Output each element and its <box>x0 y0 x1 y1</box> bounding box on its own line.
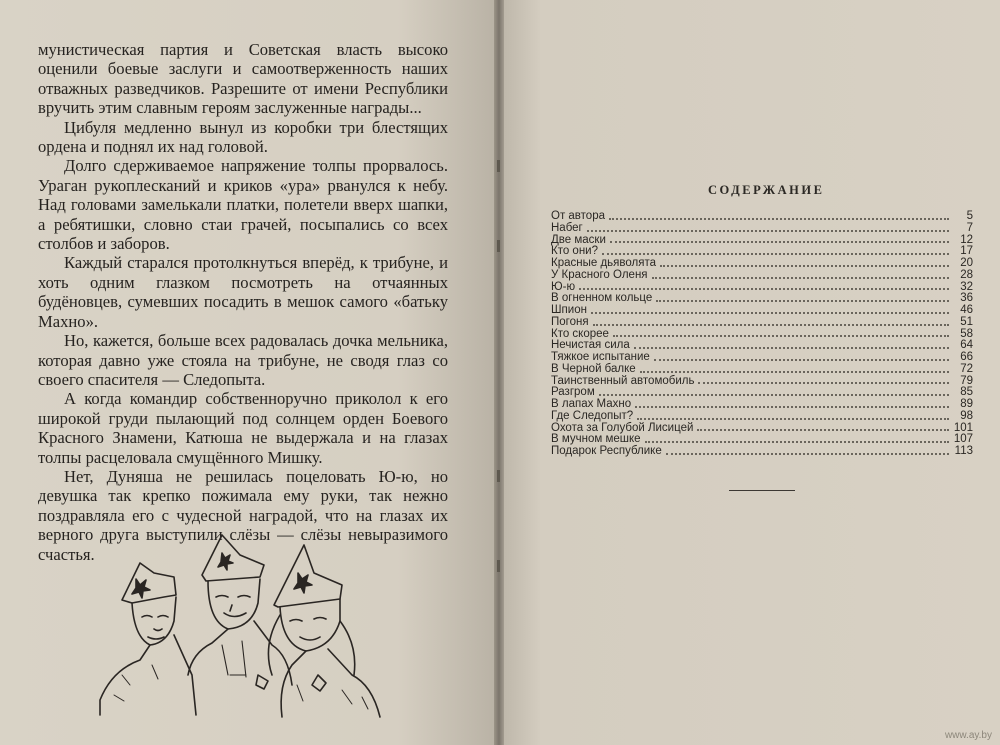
toc-entry-title: Набег <box>551 221 583 234</box>
table-of-contents <box>551 211 973 458</box>
toc-entry-title: Нечистая сила <box>551 339 630 352</box>
toc-entry <box>551 446 973 458</box>
toc-end-rule <box>729 490 795 491</box>
binding-stitch <box>497 470 500 482</box>
toc-page-number: 79 <box>960 374 973 387</box>
watermark: www.ay.by <box>944 730 992 741</box>
toc-entry-title: Таинственный автомобиль <box>551 374 695 387</box>
toc-entry-title: Погоня <box>551 315 589 328</box>
toc-entry-title: От автора <box>551 210 605 222</box>
toc-page-number: 17 <box>960 245 973 258</box>
toc-page-number: 98 <box>960 409 973 422</box>
book-gutter <box>494 0 504 745</box>
toc-page-number: 113 <box>954 445 973 457</box>
story-paragraph: Долго сдерживаемое напряжение толпы прорвалось. Ураган рукоплесканий и криков «ура» рванулся к небу. Над головами замелькали платки, полетели вверх шапки, а ребятишки, словно стаи грачей, посыпались со всех столбов и заборов. <box>38 156 448 254</box>
toc-entry <box>551 376 973 388</box>
toc-page-number: 32 <box>960 280 973 293</box>
toc-entry <box>551 411 973 423</box>
toc-leader-dots <box>652 270 949 279</box>
toc-leader-dots <box>587 223 949 232</box>
toc-page-number: 28 <box>960 268 973 281</box>
toc-leader-dots <box>593 317 949 326</box>
toc-leader-dots <box>602 246 949 255</box>
toc-entry-title: В Черной балке <box>551 362 636 375</box>
toc-entry <box>551 399 973 411</box>
toc-entry-title: Ю-ю <box>551 280 576 293</box>
toc-leader-dots <box>610 235 949 244</box>
toc-leader-dots <box>591 305 949 314</box>
toc-entry <box>551 258 973 270</box>
toc-entry <box>551 352 973 364</box>
budenovtsy-illustration <box>92 525 392 720</box>
toc-page-number: 58 <box>960 327 973 340</box>
toc-entry-title: В мучном мешке <box>551 433 641 446</box>
toc-entry-title: Шпион <box>551 304 587 316</box>
binding-stitch <box>497 160 500 172</box>
toc-page-number: 101 <box>953 421 973 434</box>
story-paragraph: А когда командир собственноручно приколол к его широкой груди пылающий под солнцем орден Боевого Красного Знамени, Катюша не выдержала и на глазах толпы расцеловала смущённого Мишку. <box>38 389 448 467</box>
toc-leader-dots <box>637 411 949 420</box>
toc-leader-dots <box>654 352 949 361</box>
toc-heading: СОДЕРЖАНИЕ <box>708 183 825 197</box>
toc-entry-title: В огненном кольце <box>551 292 653 305</box>
toc-leader-dots <box>613 329 949 338</box>
toc-leader-dots <box>666 446 949 455</box>
toc-entry <box>551 293 973 305</box>
toc-page-number: 66 <box>960 351 973 363</box>
toc-leader-dots <box>698 376 949 385</box>
toc-entry-title: Тяжкое испытание <box>551 351 650 363</box>
toc-entry-title: Охота за Голубой Лисицей <box>551 421 694 434</box>
toc-entry-title: Разгром <box>551 386 595 399</box>
toc-page-number: 46 <box>960 304 973 316</box>
story-paragraph: Нет, Дуняша не решилась поцеловать Ю-ю, но девушка так крепко пожимала ему руки, так нежно поздравляла его с чудесной наградой, что на глазах их верного друга выступили слёзы — слёзы невыразимого счастья. <box>38 466 448 564</box>
toc-entry-title: Где Следопыт? <box>551 409 634 422</box>
toc-page-number: 7 <box>966 221 973 234</box>
toc-entry <box>551 270 973 282</box>
toc-entry <box>551 364 973 376</box>
toc-page-number: 64 <box>960 339 973 352</box>
story-paragraph: Цибуля медленно вынул из коробки три блестящих ордена и поднял их над головой. <box>38 117 448 157</box>
toc-leader-dots <box>635 399 949 408</box>
toc-page-number: 85 <box>960 386 973 399</box>
toc-page-number: 107 <box>953 433 973 446</box>
binding-stitch <box>497 240 500 252</box>
toc-leader-dots <box>697 423 949 432</box>
binding-stitch <box>497 560 500 572</box>
toc-page-number: 12 <box>960 233 973 246</box>
toc-leader-dots <box>634 340 949 349</box>
toc-page-number: 20 <box>960 257 973 269</box>
toc-leader-dots <box>645 434 949 443</box>
toc-page-number: 5 <box>966 210 973 222</box>
toc-page-number: 51 <box>960 315 973 328</box>
story-text <box>38 40 448 564</box>
toc-entry <box>551 223 973 235</box>
toc-page-number: 36 <box>960 292 973 305</box>
toc-leader-dots <box>609 211 949 220</box>
toc-leader-dots <box>579 282 949 291</box>
left-page <box>0 0 497 745</box>
story-paragraph: Каждый старался протолкнуться вперёд, к трибуне, и хоть одним глазком посмотреть на отчаянных будёновцев, сумевших посадить в мешок самого «батьку Махно». <box>38 253 448 331</box>
toc-page-number: 89 <box>960 398 973 410</box>
story-paragraph: Но, кажется, больше всех радовалась дочка мельника, которая давно уже стояла на трибуне, не сводя глаз со своего спасителя — Следопыта. <box>38 331 448 389</box>
toc-entry-title: Две маски <box>551 233 606 246</box>
toc-entry-title: У Красного Оленя <box>551 268 648 281</box>
toc-leader-dots <box>640 364 949 373</box>
toc-entry-title: Подарок Республике <box>551 445 662 457</box>
toc-entry <box>551 235 973 247</box>
toc-entry <box>551 211 973 223</box>
toc-entry <box>551 305 973 317</box>
toc-leader-dots <box>660 258 949 267</box>
toc-entry-title: В лапах Махно <box>551 398 632 410</box>
toc-entry-title: Кто скорее <box>551 327 609 340</box>
toc-leader-dots <box>599 387 949 396</box>
toc-leader-dots <box>656 293 949 302</box>
toc-entry <box>551 317 973 329</box>
toc-entry-title: Кто они? <box>551 245 598 258</box>
toc-page-number: 72 <box>960 362 973 375</box>
story-paragraph: мунистическая партия и Советская власть высоко оценили боевые заслуги и самоотверженность наших отважных разведчиков. Разрешите от имени Республики вручить этим славным героям заслуженные награды... <box>38 40 448 118</box>
toc-entry-title: Красные дьяволята <box>551 257 656 269</box>
